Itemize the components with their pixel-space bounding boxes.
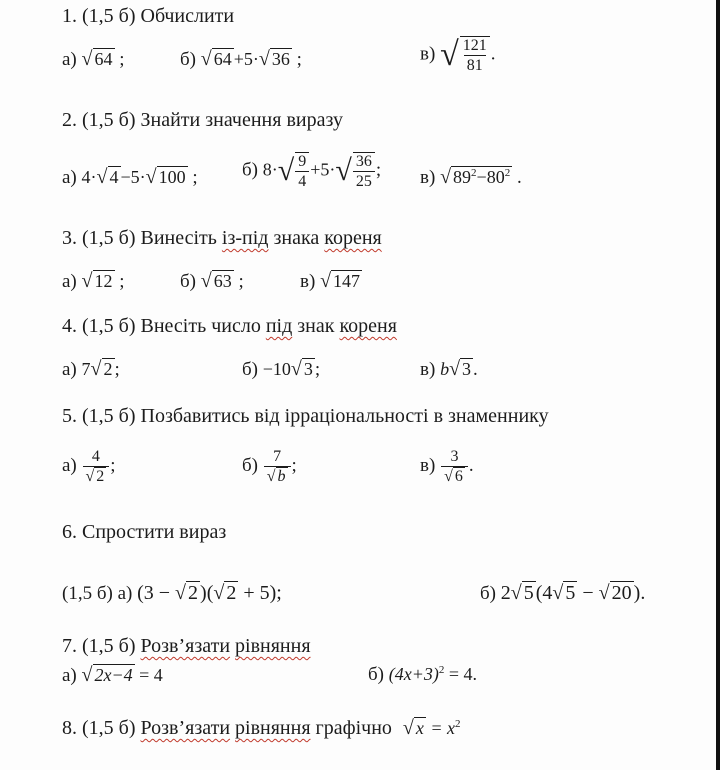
task-1-a: а) √ 64 ; <box>62 48 125 70</box>
task-6-heading: 6. Спростити вираз <box>62 521 227 543</box>
task-1-c: в) √ $\frac{121}{81}$ . <box>420 36 496 74</box>
task-5-heading: 5. (1,5 б) Позбавитись від ірраціональності в знаменнику <box>62 405 549 427</box>
task-4-c: в) b√ 3 . <box>420 358 478 380</box>
task-4-heading: 4. (1,5 б) Внесіть число під знак кореня <box>62 315 397 337</box>
task-4-b: б) −10√ 3 ; <box>242 358 321 380</box>
task-6-b: б) 2√ 5 (4√ 5 − √ 20 ). <box>480 582 646 604</box>
task-3-heading: 3. (1,5 б) Винесіть із-під знака кореня <box>62 227 382 249</box>
page-edge-shadow <box>716 0 720 770</box>
task-4-a: а) 7√ 2 ; <box>62 358 120 380</box>
task-8-heading: 8. (1,5 б) Розв’язати рівняння графічно √ $x = x^2$ <box>62 717 461 739</box>
task-2-c: в) √ $89^2-80^2$ . <box>420 166 522 188</box>
task-5-b: б) $\frac{7}{√ b}$ ; <box>242 448 297 485</box>
task-7-b: б) $(4x+3)^2 = 4$. <box>368 664 478 685</box>
task-3-c: в) √ 147 <box>300 270 361 292</box>
task-7-heading: 7. (1,5 б) Розв’язати рівняння <box>62 635 311 657</box>
task-2-a: а) 4·√ 4 −5·√ 100 ; <box>62 166 198 188</box>
task-2-b: б) 8·√ $\frac{9}{4}$ +5·√ $\frac{36}{25}$ ; <box>242 153 382 190</box>
task-6-a: (1,5 б) а) (3 − √ 2 )(√ 2 + 5); <box>62 582 282 604</box>
task-3-a: а) √ 12 ; <box>62 270 125 292</box>
task-7-a: а) √ 2x−4 = 4 <box>62 664 163 686</box>
task-3-b: б) √ 63 ; <box>180 270 244 292</box>
task-5-c: в) $\frac{3}{√ 6}$ . <box>420 448 474 485</box>
task-1-heading: 1. (1,5 б) Обчислити <box>62 5 235 27</box>
task-2-heading: 2. (1,5 б) Знайти значення виразу <box>62 109 343 131</box>
task-1-b: б) √ 64 +5·√ 36 ; <box>180 48 302 70</box>
task-5-a: а) $\frac{4}{√ 2}$ ; <box>62 448 116 485</box>
